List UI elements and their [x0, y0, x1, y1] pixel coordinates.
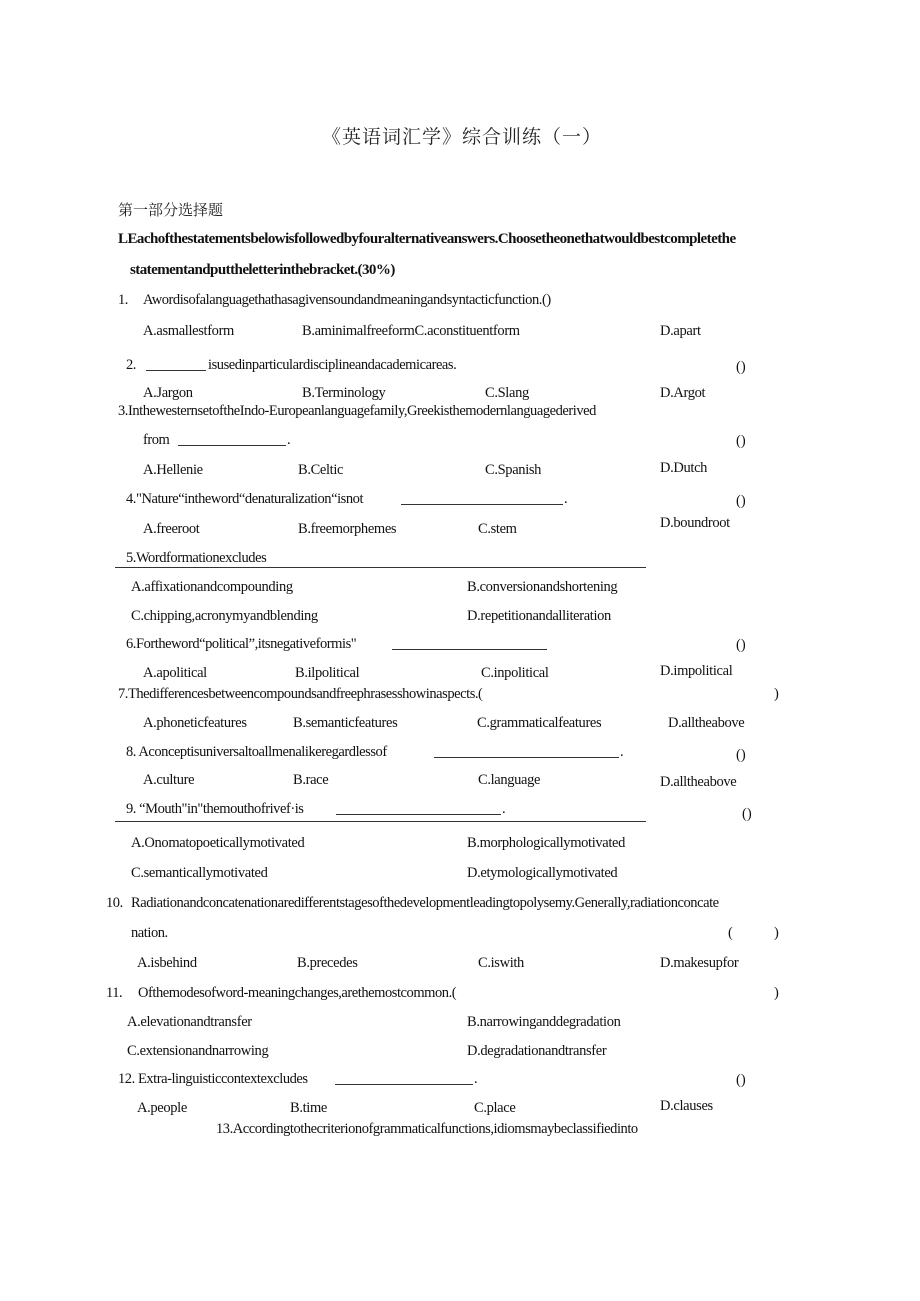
question-text: 4."Nature“intheword“denaturalization“isnot	[126, 491, 364, 507]
question-text: 7.Thedifferencesbetweencompoundsandfreephrasesshowinaspects.(	[118, 686, 483, 702]
section-heading: 第一部分选择题	[118, 201, 224, 219]
question-text-end: .	[564, 491, 568, 507]
option-b: B.conversionandshortening	[467, 579, 618, 595]
option-a: A.apolitical	[143, 665, 207, 681]
option-a: A.people	[137, 1100, 187, 1116]
question-text: 12. Extra-linguisticcontextexcludes	[118, 1071, 308, 1087]
question-number: 2.	[126, 357, 136, 373]
question-text-end: .	[474, 1071, 478, 1087]
question-text-end: .	[502, 801, 506, 817]
question-text: 8. Aconceptisuniversaltoallmenalikeregardlessof	[126, 744, 387, 760]
question-text: 5.Wordformationexcludes	[126, 550, 267, 566]
answer-line	[115, 821, 646, 822]
instructions-line-1: LEachofthestatementsbelowisfollowedbyfouralternativeanswers.Choosetheonethatwouldbestcompletethe	[118, 231, 736, 247]
option-d: D.etymologicallymotivated	[467, 865, 618, 881]
question-text: 9. “Mouth"in"themouthofrivef·is	[126, 801, 304, 817]
answer-blank	[336, 802, 501, 815]
answer-bracket: ()	[736, 433, 746, 449]
option-a: A.Jargon	[143, 385, 193, 401]
option-c: C.grammaticalfeatures	[477, 715, 602, 731]
answer-bracket: ()	[742, 806, 752, 822]
option-d: D.clauses	[660, 1098, 713, 1114]
option-d: D.alltheabove	[668, 715, 745, 731]
question-text: 13.Accordingtothecriterionofgrammaticalfunctions,idiomsmaybeclassifiedinto	[216, 1121, 638, 1137]
option-b-c: B.aminimalfreeformC.aconstituentform	[302, 323, 520, 339]
option-a: A.asmallestform	[143, 323, 234, 339]
answer-bracket-close: )	[774, 925, 779, 941]
option-d: D.impolitical	[660, 663, 733, 679]
option-d: D.Argot	[660, 385, 706, 401]
answer-bracket-close: )	[774, 985, 779, 1001]
option-c: C.iswith	[478, 955, 524, 971]
option-d: D.boundroot	[660, 515, 730, 531]
answer-line	[115, 567, 646, 568]
document-title: 《英语词汇学》综合训练（一）	[322, 126, 603, 148]
answer-blank	[401, 492, 563, 505]
question-text: 6.Fortheword“political”,itsnegativeformis"	[126, 636, 357, 652]
answer-blank	[146, 358, 206, 371]
answer-bracket: ()	[736, 359, 746, 375]
option-c: C.semanticallymotivated	[131, 865, 268, 881]
option-b: B.time	[290, 1100, 327, 1116]
option-d: D.alltheabove	[660, 774, 737, 790]
option-b: B.morphologicallymotivated	[467, 835, 626, 851]
question-text-line-2: nation.	[131, 925, 168, 941]
question-text-line-1: 3.InthewesternsetoftheIndo-Europeanlanguagefamily,Greekisthemodernlanguagederived	[118, 403, 596, 419]
option-a: A.phoneticfeatures	[143, 715, 247, 731]
option-c: C.Slang	[485, 385, 529, 401]
option-d: D.makesupfor	[660, 955, 739, 971]
question-number: 10.	[106, 895, 123, 911]
option-d: D.repetitionandalliteration	[467, 608, 611, 624]
option-b: B.ilpolitical	[295, 665, 360, 681]
option-c: C.place	[474, 1100, 516, 1116]
answer-blank	[178, 433, 286, 446]
question-text: Awordisofalanguagethathasagivensoundandmeaningandsyntacticfunction.()	[143, 292, 551, 308]
option-a: A.affixationandcompounding	[131, 579, 293, 595]
option-a: A.freeroot	[143, 521, 200, 537]
option-a: A.Hellenie	[143, 462, 203, 478]
instructions-line-2: statementandputtheletterinthebracket.(30%)	[130, 262, 395, 278]
option-a: A.culture	[143, 772, 195, 788]
option-b: B.precedes	[297, 955, 358, 971]
answer-blank	[434, 745, 619, 758]
question-text-end: .	[287, 432, 291, 448]
question-text-end: .	[620, 744, 624, 760]
option-d: D.degradationandtransfer	[467, 1043, 607, 1059]
answer-blank	[392, 637, 547, 650]
answer-bracket: ()	[736, 493, 746, 509]
option-c: C.language	[478, 772, 541, 788]
option-a: A.elevationandtransfer	[127, 1014, 252, 1030]
option-b: B.narrowinganddegradation	[467, 1014, 621, 1030]
question-text-line-1: Radiationandconcatenationaredifferentstagesofthedevelopmentleadingtopolysemy.Generally,radiationconcate	[131, 895, 719, 911]
option-b: B.Terminology	[302, 385, 386, 401]
answer-bracket-close: )	[774, 686, 779, 702]
option-a: A.Onomatopoeticallymotivated	[131, 835, 305, 851]
option-b: B.race	[293, 772, 329, 788]
option-c: C.inpolitical	[481, 665, 549, 681]
option-b: B.freemorphemes	[298, 521, 397, 537]
question-number: 1.	[118, 292, 128, 308]
option-c: C.extensionandnarrowing	[127, 1043, 269, 1059]
option-d: D.apart	[660, 323, 701, 339]
option-c: C.chipping,acronymyandblending	[131, 608, 318, 624]
question-number: 11.	[106, 985, 123, 1001]
answer-bracket-open: (	[728, 925, 733, 941]
question-text-line-2: from	[143, 432, 170, 448]
option-c: C.stem	[478, 521, 517, 537]
question-text: Ofthemodesofword-meaningchanges,arethemostcommon.(	[138, 985, 457, 1001]
option-c: C.Spanish	[485, 462, 542, 478]
answer-bracket: ()	[736, 1072, 746, 1088]
option-d: D.Dutch	[660, 460, 708, 476]
answer-bracket: ()	[736, 747, 746, 763]
answer-bracket: ()	[736, 637, 746, 653]
question-text: isusedinparticulardisciplineandacademicareas.	[208, 357, 457, 373]
option-a: A.isbehind	[137, 955, 197, 971]
answer-blank	[335, 1072, 473, 1085]
option-b: B.semanticfeatures	[293, 715, 398, 731]
option-b: B.Celtic	[298, 462, 344, 478]
